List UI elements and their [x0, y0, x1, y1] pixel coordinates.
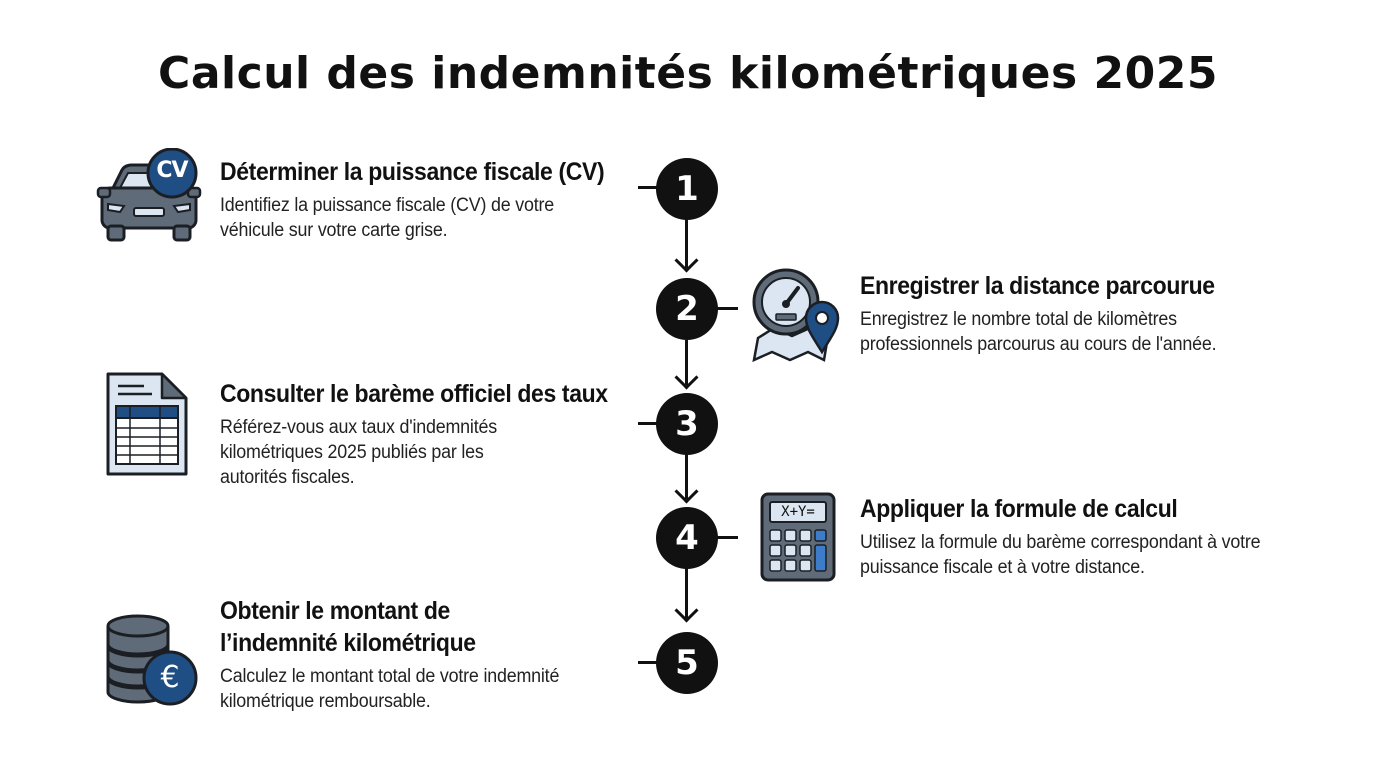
- step-1: [220, 157, 640, 243]
- step-2: [860, 271, 1320, 357]
- cv-badge: CV: [156, 158, 188, 183]
- step-4-description: Utilisez la formule du barème correspondant à votre puissance fiscale et à votre distance.: [860, 532, 1261, 578]
- rate-table-document-icon: [104, 370, 190, 478]
- step-4: [860, 494, 1310, 580]
- step-4-heading: Appliquer la formule de calcul: [860, 495, 1178, 523]
- connector-tick-2: [716, 307, 738, 310]
- step-5: [220, 596, 640, 714]
- step-number-3: 3: [656, 393, 718, 455]
- step-5-heading-line2: l’indemnité kilométrique: [220, 629, 476, 657]
- step-number-1: 1: [656, 158, 718, 220]
- step-5-description: Calculez le montant total de votre indemnité kilométrique remboursable.: [220, 666, 560, 712]
- step-1-heading: Déterminer la puissance fiscale (CV): [220, 158, 605, 186]
- step-number-5: 5: [656, 632, 718, 694]
- car-cv-icon: [96, 148, 202, 244]
- step-number-2: 2: [656, 278, 718, 340]
- step-number-4: 4: [656, 507, 718, 569]
- step-3: [220, 379, 650, 490]
- connector-tick-1: [638, 186, 660, 189]
- step-2-heading: Enregistrer la distance parcourue: [860, 272, 1215, 300]
- calculator-display: X+Y=: [781, 504, 815, 520]
- connector-tick-4: [716, 536, 738, 539]
- speedometer-map-pin-icon: [752, 266, 844, 362]
- calculator-icon: [760, 492, 836, 582]
- euro-badge: €: [160, 660, 180, 695]
- connector-tick-5: [638, 661, 660, 664]
- coins-euro-icon: [104, 612, 200, 706]
- step-3-description: Référez-vous aux taux d'indemnités kilométriques 2025 publiés par les autorités fiscales.: [220, 417, 497, 488]
- page-title: Calcul des indemnités kilométriques 2025: [158, 48, 1218, 99]
- step-2-description: Enregistrez le nombre total de kilomètres professionnels parcourus au cours de l'année.: [860, 309, 1217, 355]
- step-3-heading: Consulter le barème officiel des taux: [220, 380, 608, 408]
- step-5-heading-line1: Obtenir le montant de: [220, 597, 450, 625]
- step-1-description: Identifiez la puissance fiscale (CV) de votre véhicule sur votre carte grise.: [220, 195, 555, 241]
